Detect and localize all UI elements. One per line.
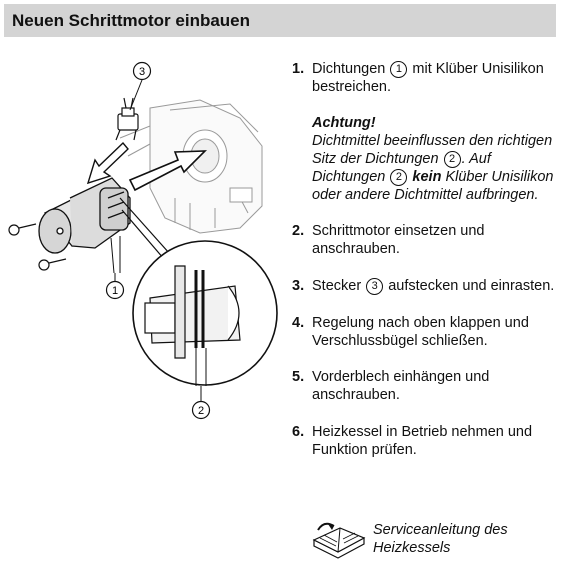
ref-circle: 1 <box>390 61 407 78</box>
step-text: mit Klüber Unisilikon bestreichen. <box>312 61 544 95</box>
step-number: 3. <box>292 278 305 294</box>
section-header <box>4 4 556 37</box>
step-number: 1. <box>292 61 305 77</box>
stepper-motor-illustration <box>0 48 285 428</box>
warning-emphasis: kein <box>412 169 442 185</box>
step-number: 6. <box>292 424 305 440</box>
warning-text: Klüber Unisilikon oder andere Dichtmittel aufbringen. <box>312 169 554 203</box>
callout-2-label: 2 <box>197 405 205 417</box>
step-number: 4. <box>292 315 305 331</box>
step-5 <box>292 368 560 404</box>
plug-connector <box>116 98 138 140</box>
warning-text: . Auf Dichtungen <box>312 151 491 185</box>
callout-1 <box>107 282 124 299</box>
ref-circle: 2 <box>390 169 407 186</box>
step-number: 5. <box>292 369 305 385</box>
ref-circle: 3 <box>366 278 383 295</box>
step-text: Schrittmotor einsetzen und anschrauben. <box>312 223 485 257</box>
step-text: Stecker <box>312 278 362 294</box>
step-text: Dichtungen <box>312 61 386 77</box>
callout-3-label: 3 <box>138 66 146 78</box>
step-text: Heizkessel in Betrieb nehmen und Funktion prüfen. <box>312 424 533 458</box>
warning-text: Dichtmittel beeinflussen den richtigen Sitz der Dichtungen <box>312 133 553 167</box>
callout-2 <box>193 402 210 419</box>
warning-heading: Achtung! <box>312 115 376 131</box>
instruction-steps <box>292 60 560 459</box>
callout-3 <box>134 63 151 80</box>
service-manual-reference <box>310 518 508 565</box>
step-number: 2. <box>292 223 305 239</box>
step-1 <box>292 60 560 96</box>
warning-note <box>292 114 560 204</box>
step-text: Vorderblech einhängen und anschrauben. <box>312 369 490 403</box>
plug-arrow <box>88 143 128 183</box>
step-3 <box>292 277 560 295</box>
book-reference-icon <box>310 518 368 560</box>
step-2 <box>292 222 560 258</box>
step-text: aufstecken und einrasten. <box>388 278 555 294</box>
page-title: Neuen Schrittmotor einbauen <box>12 11 251 30</box>
step-4 <box>292 314 560 350</box>
motor-body <box>39 178 130 253</box>
callout-1-label: 1 <box>111 285 119 297</box>
ref-circle: 2 <box>444 151 461 168</box>
step-6 <box>292 423 560 459</box>
step-text: Regelung nach oben klappen und Verschlussbügel schließen. <box>312 315 529 349</box>
housing-drawing <box>120 100 262 233</box>
reference-text: Serviceanleitung des Heizkessels <box>373 522 508 556</box>
